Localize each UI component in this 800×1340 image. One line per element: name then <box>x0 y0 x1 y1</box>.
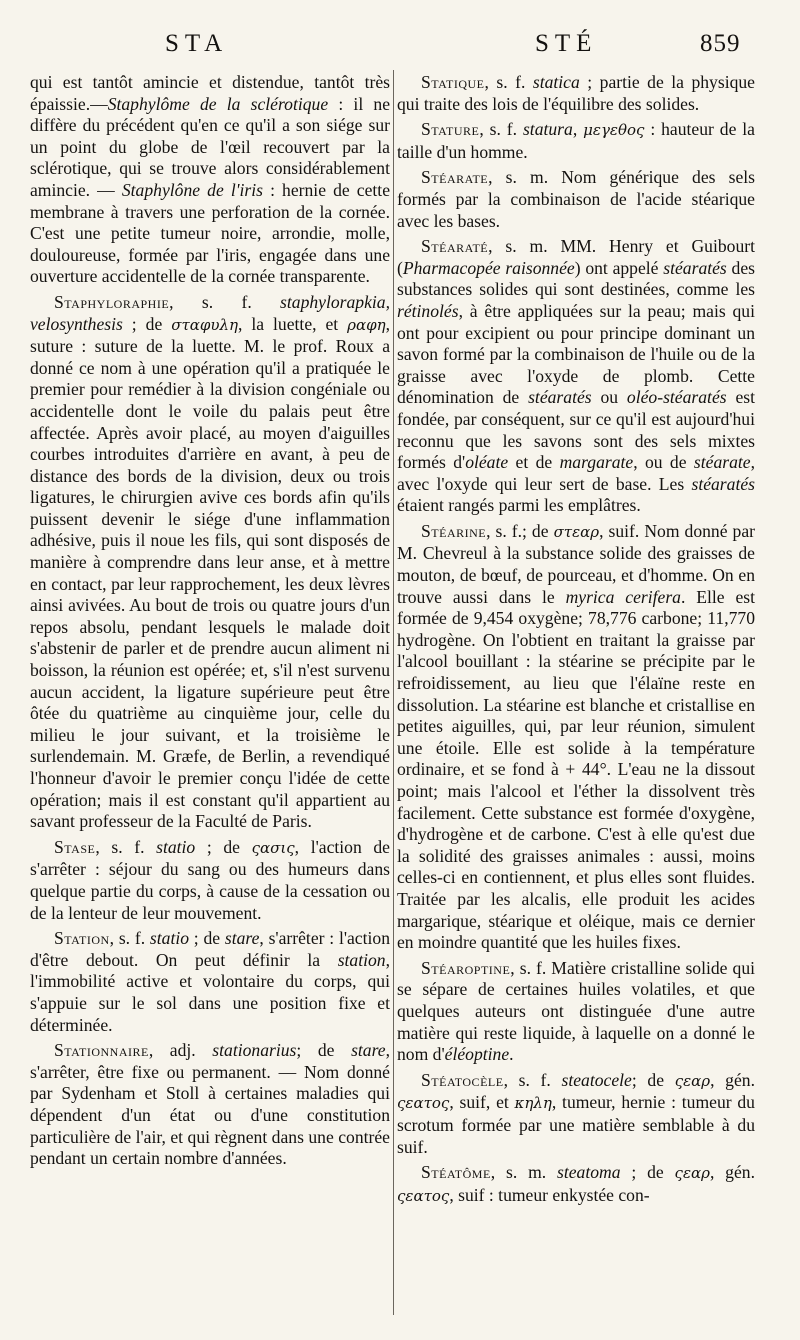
text-run: ; de <box>195 836 252 857</box>
italic-term: oléo-stéaratés <box>626 387 727 408</box>
text-run: , suif : tumeur enkystée con- <box>449 1184 650 1205</box>
text-run: , s. f. Matière cristalline solide qui se sépare de certaines huiles volatiles, et que quelques auteurs ont distinguée d'une autre matière qui reste liquide, à laquelle on a donné le nom d' <box>397 957 755 1065</box>
text-run: ; de <box>122 313 172 334</box>
greek-term: ςεατος <box>397 1094 450 1113</box>
italic-term: stéarate <box>693 452 751 473</box>
italic-term: stationarius <box>212 1040 297 1061</box>
entry-stationnaire <box>30 1040 390 1170</box>
text-run: ; de <box>189 928 225 949</box>
greek-term: σταφυλη <box>171 315 239 334</box>
text-run: , l'action de s'arrêter : séjour du sang ou des humeurs dans quelque partie du corps, à cause de la cessation ou de la lenteur de leur mouvement. <box>30 836 390 923</box>
italic-term: myrica cerifera <box>565 586 681 607</box>
italic-term: statura <box>522 119 573 140</box>
entry-steatome <box>397 1162 755 1207</box>
headword: Statique <box>421 72 485 92</box>
headword: Stéaroptine <box>421 957 511 978</box>
text-run: étaient rangés parmi les emplâtres. <box>397 495 641 516</box>
text-run: ; de <box>620 1162 675 1183</box>
italic-term: oléate <box>465 452 509 473</box>
italic-term: statio <box>149 928 190 949</box>
italic-term: staphylorapkia, velosynthesis <box>30 291 390 334</box>
headword: Stéatôme <box>421 1162 491 1183</box>
text-run: , s. m. MM. Henry et Guibourt ( <box>397 236 755 278</box>
text-run: , s'arrêter : l'action d'être debout. On peut définir la <box>30 928 390 970</box>
italic-term: stare <box>351 1040 386 1061</box>
text-run: , la luette, et <box>238 313 348 334</box>
headword: Stéarine <box>421 520 487 541</box>
italic-term: stéaratés <box>691 473 755 494</box>
running-head-left: STA <box>165 30 229 57</box>
italic-term: stare <box>224 928 260 949</box>
entry-staphylome-continuation <box>30 72 390 288</box>
running-head-right: STÉ <box>535 30 598 57</box>
greek-term: ςεαρ <box>674 1071 711 1090</box>
headword: Station <box>54 928 110 949</box>
italic-term: stéaratés <box>663 257 727 278</box>
italic-term: station <box>337 949 386 970</box>
text-run: , s'arrêter, être fixe ou permanent. — Nom donné par Sydenham et Stoll à certaines maladies qui dépendent d'un état ou d'une constitution particulière de l'air, et qui règnent dans une contrée pendant un certain nombre d'années. <box>30 1040 391 1169</box>
greek-term: ςεατος <box>397 1186 450 1205</box>
italic-term: steatocele <box>561 1069 632 1090</box>
greek-term: ςεαρ <box>674 1164 710 1183</box>
italic-term: statio <box>156 836 196 857</box>
text-run: , s. m. Nom générique des sels formés par la combinaison de l'acide stéarique avec les bases. <box>397 167 755 231</box>
text-run: , gén. <box>710 1069 755 1090</box>
greek-term: ραφη <box>347 315 386 334</box>
entry-station <box>30 928 390 1036</box>
text-run: ; partie de la physique qui traite des lois de l'équilibre des solides. <box>397 72 755 114</box>
text-run: , suif, et <box>449 1092 515 1113</box>
greek-term: στεαρ <box>553 522 600 541</box>
entry-stearoptine <box>397 958 755 1066</box>
text-run: , gén. <box>709 1162 755 1183</box>
right-column <box>397 72 755 1207</box>
text-run: , suif. Nom donné par M. Chevreul à la substance solide des graisses de mouton, de bœuf, de pourceau, et d'homme. On en trouve aussi dans le <box>397 520 755 607</box>
headword: Stéaraté <box>421 236 489 257</box>
italic-term: statica <box>532 72 580 92</box>
greek-term: μεγεθος <box>583 121 645 140</box>
entry-statique <box>397 72 755 115</box>
text-run: , s. f. <box>169 291 281 312</box>
italic-term: rétinolés <box>397 300 459 321</box>
text-run: qui est tantôt amincie et distendue, tantôt très épaissie.— <box>30 72 390 114</box>
text-run: , s. f.; de <box>486 520 554 541</box>
entry-stearine <box>397 521 755 954</box>
headword: Stationnaire <box>54 1040 149 1061</box>
italic-term: Pharmacopée raisonnée <box>402 257 575 278</box>
text-run: , s. f. <box>503 1069 562 1090</box>
text-run: , s. f. <box>484 72 533 92</box>
italic-term: éléoptine <box>444 1044 510 1065</box>
italic-term: steatoma <box>557 1162 621 1183</box>
text-run: , <box>572 119 584 140</box>
text-run: : il ne diffère du précédent qu'en ce qu'il a son siége sur un point du globe de l'œil recouvert par la sclérotique, qui se trouve alors considérablement amincie. — <box>30 93 390 200</box>
headword: Stéatocèle <box>421 1069 504 1090</box>
column-divider <box>393 70 394 1315</box>
text-run: , adj. <box>148 1040 213 1061</box>
italic-term: margarate <box>559 452 634 473</box>
text-run: , suture : suture de la luette. M. le prof. Roux a donné ce nom à une opération qu'il a pratiquée le premier pour remédier à la division congéniale ou accidentelle dont le voile du palais peut être affectée. Après avoir placé, au moyen d'aiguilles courbes introduites d'arrière en avant, à peu de distance des bords de la division, deux ou trois ligatures, le chirurgien avive ces bords afin qu'ils puissent devenir le siége d'une inflammation adhésive, puis il noue les fils, qui sont disposés de manière à comprendre dans leur anse, et à mettre en contact, par leur rapprochement, les deux lèvres ainsi avivées. Au bout de trois ou quatre jours d'un repos absolu, pendant lesquels le malade doit s'abstenir de parler et de prendre aucun aliment ni boisson, la réunion est opérée; et, s'il n'est survenu aucun accident, la ligature supérieure peut être ôtée du quatrième au cinquième jour, celle du milieu le jour suivant, et la troisième le surlendemain. M. Græfe, de Berlin, a revendiqué l'honneur d'avoir le premier conçu l'idée de cette opération; mais il est constant qu'il appartient au savant professeur de la Faculté de Paris. <box>30 313 390 832</box>
headword: Stéarate <box>421 167 489 188</box>
text-run: et de <box>508 452 560 473</box>
left-column <box>30 72 390 1170</box>
greek-term: ςασις <box>251 838 295 857</box>
italic-term: stéaratés <box>528 387 592 408</box>
text-run: , tumeur, hernie : tumeur du scrotum formée par une matière semblable à du suif. <box>397 1092 755 1157</box>
entry-stearate-adj <box>397 236 755 517</box>
text-run: , à être appliquées sur la peau; mais qui ont pour excipient ou pour principe dominant un savon formé par la combinaison de l'huile ou de la graisse avec l'oxyde de plomb. Cette dénomination de <box>397 300 755 408</box>
text-run: , s. f. <box>109 928 150 949</box>
entry-staphyloraphie <box>30 292 390 833</box>
text-run: ; de <box>631 1069 675 1090</box>
entry-stase <box>30 837 390 924</box>
text-run: ; de <box>296 1040 352 1061</box>
text-run: est fondée, par conséquent, sur ce qu'il est aujourd'hui reconnu que les savons sont des sels mixtes formés d' <box>397 387 756 473</box>
text-run: , avec l'oxyde qui leur sert de base. Les <box>397 452 755 494</box>
greek-term: κηλη <box>514 1094 552 1113</box>
text-run: , s. f. <box>95 836 157 857</box>
entry-stearate <box>397 167 755 232</box>
text-run: , ou de <box>633 452 694 473</box>
text-run: : hauteur de la taille d'un homme. <box>397 119 755 162</box>
text-run: , l'immobilité active et volontaire du corps, qui s'appuie sur le sol dans une position fixe et déterminée. <box>30 949 390 1035</box>
headword: Stase <box>54 836 96 857</box>
text-run: . <box>509 1044 514 1065</box>
text-run: . Elle est formée de 9,454 oxygène; 78,776 carbone; 11,770 hydrogène. On l'obtient en traitant la graisse par l'alcool bouillant : la stéarine se précipite par le refroidissement, au lieu que l'élaïne reste en dissolution. La stéarine est blanche et cristallise en petites aiguilles, qui, par leur réunion, simulent une étoile. Elle est solide à la température ordinaire, et se fond à + 44°. L'eau ne la dissout point; mais l'alcool et l'éther la dissolvent très facilement. Cette substance est formée d'oxygène, d'hydrogène et de carbone. C'est à elle qu'est due la solidité des graisses animales : aussi, moins celles-ci en contiennent, et plus elles sont fluides. Traitée par les alcalis, elle produit les acides margarique, stéarique et oléique, mais ce dernier en moindre quantité que les huiles fixes. <box>397 586 755 953</box>
running-head <box>0 30 800 70</box>
entry-stature <box>397 119 755 163</box>
text-run: ou <box>591 387 627 408</box>
text-run: ) ont appelé <box>574 257 664 278</box>
text-run: , s. m. <box>490 1162 558 1183</box>
headword: Staphyloraphie <box>54 291 170 312</box>
text-run: : hernie de cette membrane à travers une perforation de la cornée. C'est une petite tumeur noire, arrondie, molle, douloureuse, formée par l'iris, engagée dans une ouverture accidentelle de la cornée transparente. <box>30 179 390 287</box>
page-number: 859 <box>700 30 741 57</box>
text-run: des substances solides qui sont destinées, comme les <box>397 257 755 300</box>
headword: Stature <box>421 119 480 140</box>
italic-term: Staphylôme de la sclérotique <box>107 93 329 114</box>
text-run: , s. f. <box>479 119 523 140</box>
entry-steatocele <box>397 1070 755 1158</box>
italic-term: Staphylône de l'iris <box>121 179 263 200</box>
